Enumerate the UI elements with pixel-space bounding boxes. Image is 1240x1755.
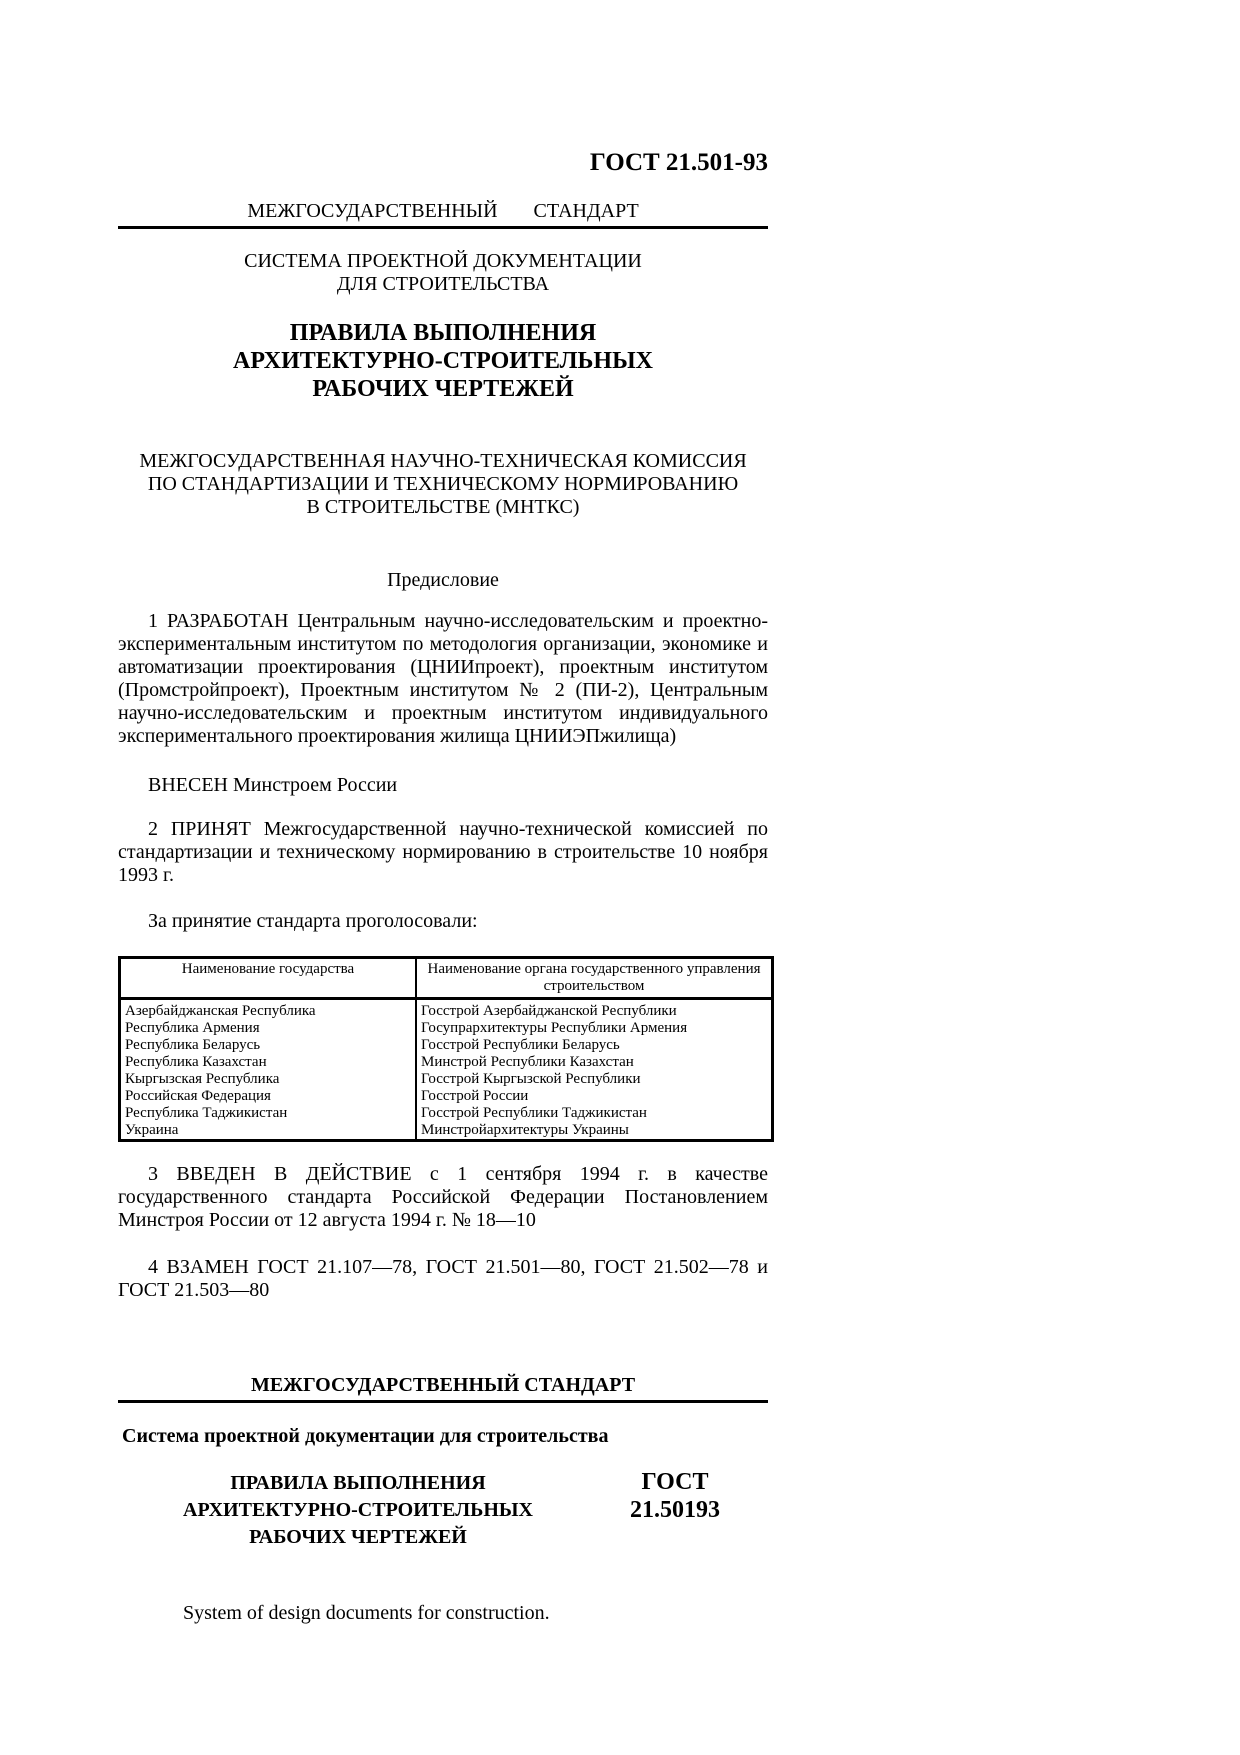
- body-cell: Минстрой Республики Казахстан: [421, 1054, 634, 1070]
- table-row: [120, 1020, 773, 1037]
- state-cell: Российская Федерация: [120, 1088, 417, 1105]
- system-name-line-2: ДЛЯ СТРОИТЕЛЬСТВА: [336, 273, 550, 295]
- commission-line-3: В СТРОИТЕЛЬСТВЕ (МНТКС): [306, 496, 580, 518]
- commission-name: [118, 450, 768, 519]
- preface-paragraph-adopted: 2 ПРИНЯТ Межгосударственной научно-технической комиссией по стандартизации и техническому нормированию в строительстве 10 ноября 1993 г.: [118, 818, 768, 886]
- preface-paragraph-voted: За принятие стандарта проголосовали:: [148, 910, 478, 932]
- document-title-line-1: ПРАВИЛА ВЫПОЛНЕНИЯ: [289, 320, 597, 346]
- preface-paragraph-submitted: ВНЕСЕН Минстроем России: [148, 774, 398, 796]
- state-cell: Украина: [120, 1122, 417, 1141]
- second-header-rule: [118, 1400, 768, 1403]
- second-document-title: [168, 1470, 548, 1551]
- second-gost-code: [590, 1468, 760, 1524]
- table-row: [120, 1037, 773, 1054]
- body-cell: Минстройархитектуры Украины: [421, 1122, 629, 1138]
- state-cell: Республика Таджикистан: [120, 1105, 417, 1122]
- second-title-line-1: ПРАВИЛА ВЫПОЛНЕНИЯ: [230, 1472, 486, 1494]
- column-header-state: Наименование государства: [120, 958, 417, 999]
- document-title-line-3: РАБОЧИХ ЧЕРТЕЖЕЙ: [312, 376, 574, 402]
- table-row: [120, 1088, 773, 1105]
- second-title-line-2: АРХИТЕКТУРНО-СТРОИТЕЛЬНЫХ: [183, 1499, 533, 1521]
- second-system-name: Система проектной документации для строительства: [122, 1425, 609, 1447]
- state-cell: Кыргызская Республика: [120, 1071, 417, 1088]
- table-row: [120, 999, 773, 1021]
- state-cell: Азербайджанская Республика: [120, 999, 417, 1021]
- body-cell: Госстрой Азербайджанской Республики: [421, 1003, 677, 1019]
- state-cell: Республика Казахстан: [120, 1054, 417, 1071]
- preface-paragraph-developed: 1 РАЗРАБОТАН Центральным научно-исследовательским и проектно-экспериментальным институтом по методология организации, экономике и автоматизации проектирования (ЦНИИпроект), проектным институтом (Промстройпроект), Проектным институтом № 2 (ПИ-2), Центральным научно-исследовательским и проектным институтом индивидуального экспериментального проектирования жилища ЦНИИЭПжилища): [118, 610, 768, 747]
- voting-table-header-row: [120, 958, 773, 999]
- second-title-line-3: РАБОЧИХ ЧЕРТЕЖЕЙ: [249, 1526, 467, 1548]
- voting-table: [118, 956, 774, 1142]
- table-row: [120, 1054, 773, 1071]
- english-title: System of design documents for construction.: [183, 1602, 550, 1624]
- document-title: [118, 319, 768, 403]
- body-cell: Госстрой Республики Беларусь: [421, 1037, 620, 1053]
- state-cell: Республика Армения: [120, 1020, 417, 1037]
- table-row: [120, 1071, 773, 1088]
- gost-number: ГОСТ 21.501-93: [589, 149, 768, 176]
- system-name: [118, 250, 768, 296]
- commission-line-1: МЕЖГОСУДАРСТВЕННАЯ НАУЧНО-ТЕХНИЧЕСКАЯ КОМИССИЯ: [139, 450, 747, 472]
- body-cell: Госстрой Республики Таджикистан: [421, 1105, 647, 1121]
- body-cell: Госупрархитектуры Республики Армения: [421, 1020, 688, 1036]
- state-cell: Республика Беларусь: [120, 1037, 417, 1054]
- gost-code-number: 21.50193: [630, 1497, 720, 1523]
- gost-label: ГОСТ: [641, 1469, 709, 1495]
- system-name-line-1: СИСТЕМА ПРОЕКТНОЙ ДОКУМЕНТАЦИИ: [244, 250, 642, 272]
- preface-paragraph-enacted: 3 ВВЕДЕН В ДЕЙСТВИЕ с 1 сентября 1994 г. в качестве государственного стандарта Российской Федерации Постановлением Минстроя России от 12 августа 1994 г. № 18—10: [118, 1163, 768, 1231]
- header-rule: [118, 226, 768, 229]
- preface-heading: Предисловие: [387, 569, 499, 591]
- standard-type-heading: МЕЖГОСУДАРСТВЕННЫЙ СТАНДАРТ: [247, 200, 639, 222]
- body-cell: Госстрой Кыргызской Республики: [421, 1071, 641, 1087]
- preface-paragraph-replaces: 4 ВЗАМЕН ГОСТ 21.107—78, ГОСТ 21.501—80, ГОСТ 21.502—78 и ГОСТ 21.503—80: [118, 1256, 768, 1301]
- document-title-line-2: АРХИТЕКТУРНО-СТРОИТЕЛЬНЫХ: [233, 348, 653, 374]
- column-header-body: Наименование органа государственного управления строительством: [416, 958, 773, 999]
- table-row: [120, 1122, 773, 1141]
- second-standard-heading: МЕЖГОСУДАРСТВЕННЫЙ СТАНДАРТ: [250, 1374, 636, 1396]
- table-row: [120, 1105, 773, 1122]
- body-cell: Госстрой России: [421, 1088, 529, 1104]
- commission-line-2: ПО СТАНДАРТИЗАЦИИ И ТЕХНИЧЕСКОМУ НОРМИРОВАНИЮ: [147, 473, 739, 495]
